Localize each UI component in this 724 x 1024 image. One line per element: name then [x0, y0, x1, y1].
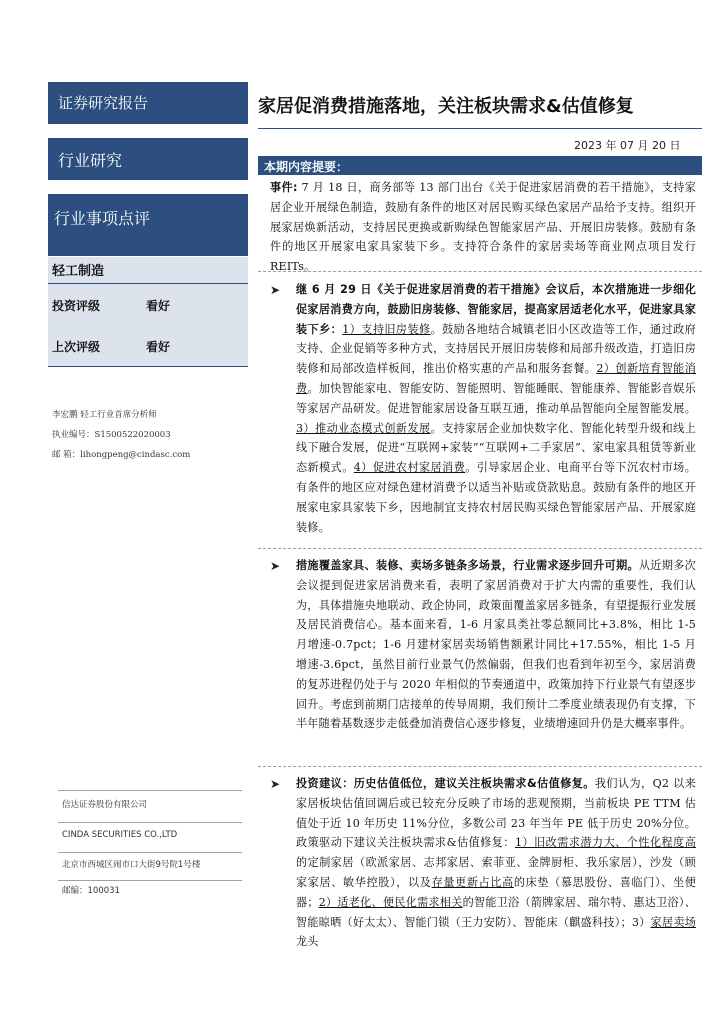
event-label: 事件: — [270, 181, 298, 194]
summary-heading: 本期内容提要： — [264, 160, 349, 174]
bullet-3-text-3: 的智能卫浴（箭牌家居、瑞尔特、惠达卫浴）、智能晾晒（好太太）、智能门锁（王力安防）、智能床（麒盛科技）；3） — [296, 895, 697, 929]
company-address: 北京市西城区闹市口大街9号院1号楼 — [62, 860, 201, 870]
bullet-3-text-1: 的定制家居（欧派家居、志邦家居、索菲亚、金牌厨柜、我乐家居），沙发（顾家家居、敏华控股），以及 — [296, 856, 696, 889]
bullet-3-point-4: 家居卖场 — [650, 915, 696, 929]
rating-label-previous: 上次评级 — [52, 340, 101, 354]
bullet-3-point-3: 2）适老化、便民化需求相关 — [318, 895, 463, 909]
bullet-1-point-4: 4）促进农村家居消费 — [353, 461, 466, 475]
company-postcode: 邮编：100031 — [62, 886, 120, 896]
bullet-3-heading: 投资建议：历史估值低位，建议关注板块需求&估值修复。 — [296, 777, 595, 790]
analyst-email-label: 邮 箱： — [52, 450, 81, 460]
bullet-1-text-3: 。支持家居企业加快数字化、智能化转型升级和线上线下融合发展，促进“互联网+家装”“互联网+二手家居”、家电家具租赁等新业态新模式。 — [296, 421, 696, 475]
sector-name: 轻工制造 — [52, 264, 105, 279]
bullet-1-point-2: 2）创新培育智能消费 — [296, 362, 697, 395]
bullet-2-text: 从近期多次会议提到促进家居消费来看，表明了家居消费对于扩大内需的重要性，我们认为，具体措施央地联动、政企协同，政策面覆盖家居多链条，有望提振行业发展及居民消费信心。基本面来看，1-6 月家具类社零总额同比+3.8%，相比 1-5 月增速-0.7pct；1-6 月建材家居卖场销售额累计同比+17.55%，相比 1-5 月增速-3.6pct，虽然目前行业景气仍然偏弱，但我们也看到年初至今，家居消费的复苏进程仍处于与 2020 年相似的节奏通道中，政策加持下行业景气有望逐步回升。考虑到前期门店接单的传导周期，我们预计二季度业绩表现仍有支撑，下半年随着基数逐步走低叠加消费信心逐步修复，业绩增速回升仍是大概率事件。 — [296, 559, 696, 731]
sector-divider — [48, 283, 248, 284]
bullet-arrow-icon: ➤ — [270, 559, 281, 573]
company-name-cn: 信达证券股份有限公司 — [62, 800, 148, 810]
sub-category: 行业事项点评 — [54, 209, 151, 228]
bullet-2-heading: 措施覆盖家具、装修、卖场多链条多场景，行业需求逐步回升可期。 — [296, 559, 639, 572]
bullet-arrow-icon: ➤ — [270, 777, 281, 791]
event-paragraph — [270, 178, 696, 277]
bullet-3-point-1: 1）旧改需求潜力大、个性化程度高 — [514, 836, 696, 850]
bullet-paragraph-2 — [296, 556, 696, 734]
bullet-3-text-2: 的床垫（慕思股份、喜临门）、坐便器； — [296, 875, 696, 909]
bullet-3-text-4: 龙头 — [296, 935, 319, 949]
event-text: 7 月 18 日，商务部等 13 部门出台《关于促进家居消费的若干措施》，支持家居企业开展绿色制造，鼓励有条件的地区对居民购买绿色家居产品给予支持。组织开展家居焕新活动，支持居民更换或新购绿色智能家居产品、开展旧房装修。鼓励有条件的地区开展家电家具家装下乡。支持符合条件的家居卖场等商业网点项目发行 REITs。 — [270, 181, 696, 274]
bullet-3-point-2: 存量更新占比高 — [431, 875, 514, 889]
title-divider — [258, 128, 702, 129]
bullet-paragraph-1 — [296, 280, 696, 537]
rating-label-current: 投资评级 — [52, 299, 101, 313]
report-type-band — [48, 82, 248, 124]
section-divider — [258, 548, 702, 549]
sub-category-band — [48, 194, 248, 256]
report-type: 证券研究报告 — [58, 94, 149, 112]
company-divider — [58, 880, 242, 881]
report-title: 家居促消费措施落地，关注板块需求&估值修复 — [258, 96, 634, 117]
category-band — [48, 138, 248, 180]
bullet-1-point-1: 1）支持旧房装修 — [342, 322, 431, 336]
bullet-arrow-icon: ➤ — [270, 283, 281, 297]
company-divider — [58, 822, 242, 823]
section-divider — [258, 766, 702, 767]
rating-value-current: 看好 — [146, 299, 171, 313]
report-date: 2023 年 07 月 20 日 — [574, 139, 681, 152]
bullet-1-text-2: 。加快智能家电、智能安防、智能照明、智能睡眠、智能康养、智能影音娱乐等家居产品研发。促进智能家居设备互联互通，推动单品智能向全屋智能发展。 — [296, 381, 696, 415]
bullet-1-text-1: 。鼓励各地结合城镇老旧小区改造等工作，通过政府支持、企业促销等多种方式，支持居民开展旧房装修和局部升级改造，打造旧房装修和局部改造样板间，推出价格实惠的产品和服务套餐。 — [296, 322, 696, 376]
analyst-name: 李宏鹏 轻工行业首席分析师 — [52, 410, 157, 420]
category: 行业研究 — [58, 151, 123, 170]
rating-box — [48, 257, 248, 367]
company-name-en: CINDA SECURITIES CO.,LTD — [62, 830, 178, 840]
rating-value-previous: 看好 — [146, 340, 171, 354]
bullet-1-text-4: 。引导家居企业、电商平台等下沉农村市场。有条件的地区应对绿色建材消费予以适当补贴或贷款贴息。鼓励有条件的地区开展家电家具家装下乡，因地制宜支持农村居民购买绿色智能家居产品、开展家庭装修。 — [296, 461, 696, 534]
bullet-3-text: 我们认为，Q2 以来家居板块估值回调后或已较充分反映了市场的悲观预期，当前板块 PE TTM 估值处于近 10 年历史 11%分位，多数公司 23 年当年 PE 低于历史 20%分位。政策驱动下建议关注板块需求&估值修复： — [296, 777, 696, 850]
company-divider — [58, 852, 242, 853]
analyst-email[interactable]: lihongpeng@cindasc.com — [80, 450, 191, 460]
analyst-email-row — [52, 448, 190, 460]
summary-heading-bar — [258, 156, 702, 175]
bullet-paragraph-3 — [296, 774, 696, 952]
section-divider — [258, 271, 702, 272]
analyst-cert: 执业编号：S1500522020003 — [52, 430, 171, 440]
bullet-1-point-3: 3）推动业态模式创新发展 — [296, 421, 431, 435]
company-divider — [58, 790, 242, 791]
bullet-1-heading: 继 6 月 29 日《关于促进家居消费的若干措施》会议后，本次措施进一步细化促家居消费方向，鼓励旧房装修、智能家居，提高家居适老化水平，促进家具家装下乡： — [296, 283, 696, 336]
